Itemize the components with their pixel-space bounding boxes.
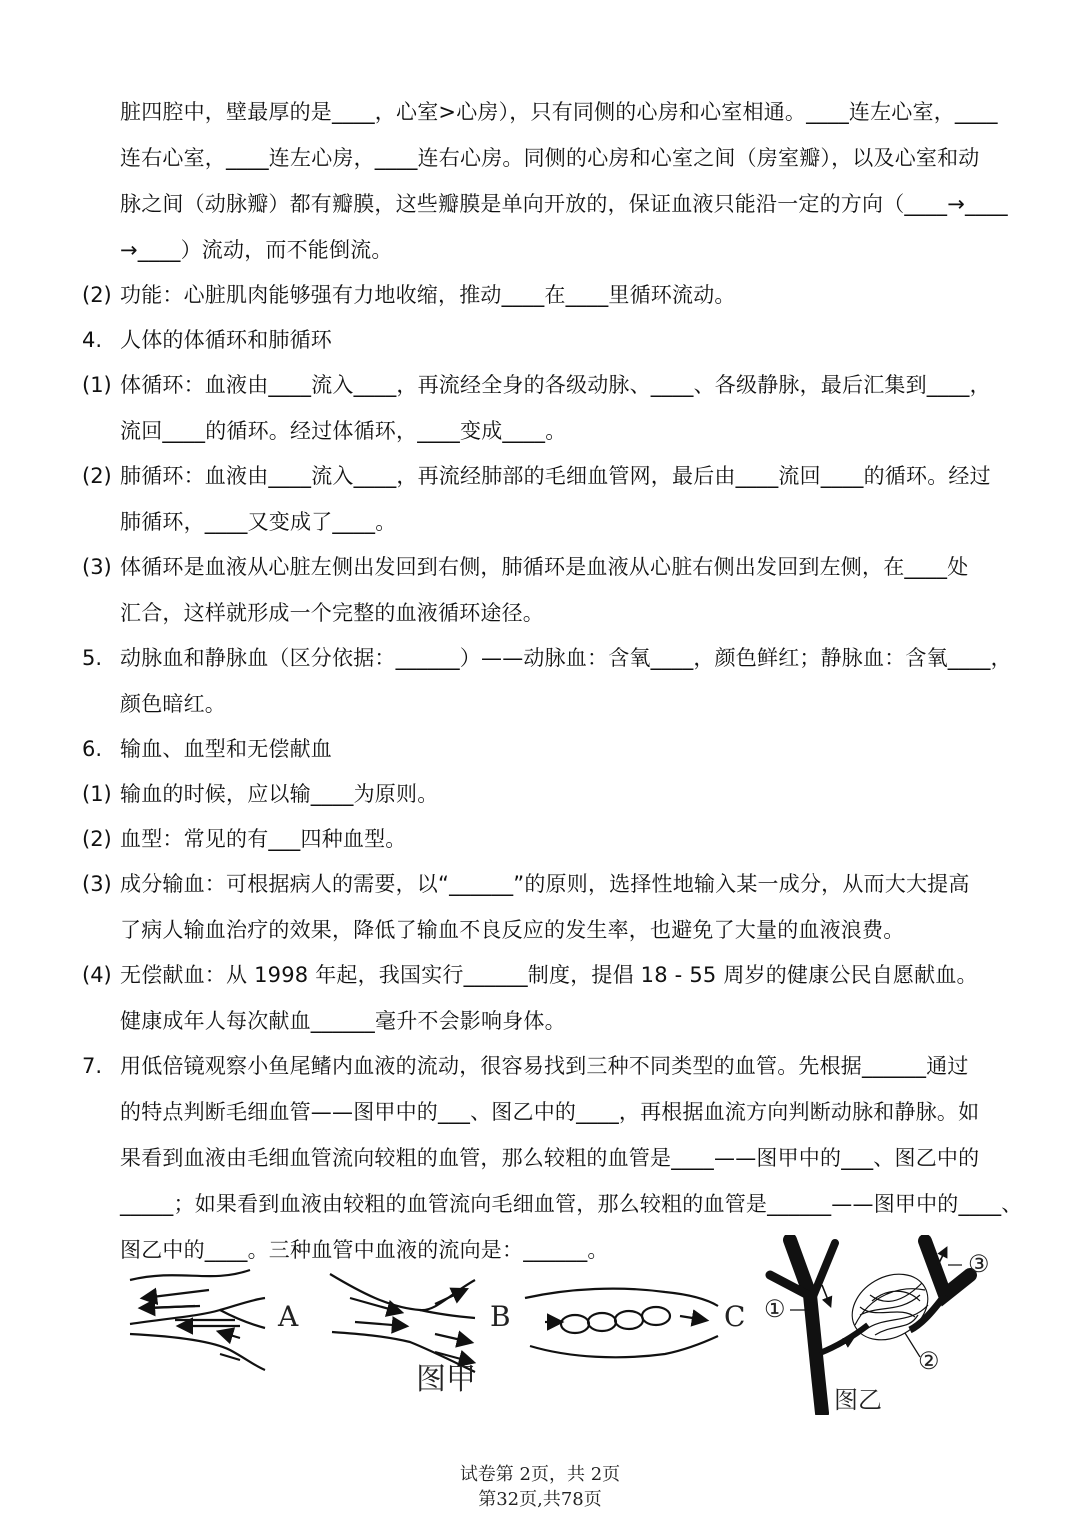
figure-label-b: B xyxy=(490,1300,511,1333)
text-line: 成分输血：可根据病人的需要，以“______”的原则，选择性地输入某一成分，从而大大提高 xyxy=(120,872,970,896)
item-number: (2) xyxy=(82,827,112,851)
text-line: →____）流动，而不能倒流。 xyxy=(120,238,393,262)
text-line: _____；如果看到血液由较粗的血管流向毛细血管，那么较粗的血管是______——图甲中的____、 xyxy=(120,1192,1023,1216)
figure-label-1: ① xyxy=(764,1295,786,1323)
figure-label-2: ② xyxy=(918,1347,940,1375)
vessel-c-diagram xyxy=(525,1289,718,1358)
text-line: 汇合，这样就形成一个完整的血液循环途径。 xyxy=(120,601,544,625)
figure-yi-caption: 图乙 xyxy=(834,1386,882,1414)
text-line: 肺循环，____又变成了____。 xyxy=(120,510,397,534)
text-line: 体循环是血液从心脏左侧出发回到右侧，肺循环是血液从心脏右侧出发回到左侧，在____处 xyxy=(120,555,969,579)
item-number: 5. xyxy=(82,646,103,670)
text-line: 功能：心脏肌肉能够强有力地收缩，推动____在____里循环流动。 xyxy=(120,283,736,307)
text-line: 用低倍镜观察小鱼尾鳍内血液的流动，很容易找到三种不同类型的血管。先根据______通过 xyxy=(120,1054,969,1078)
item-number: (4) xyxy=(82,963,112,987)
item-number: (3) xyxy=(82,872,112,896)
capillary-network xyxy=(840,1261,939,1353)
footer-page-info: 试卷第 2页，共 2页 xyxy=(459,1464,621,1485)
item-number: (2) xyxy=(82,283,112,307)
text-line: 体循环：血液由____流入____，再流经全身的各级动脉、____、各级静脉，最后汇集到____， xyxy=(120,373,991,397)
footer-total-pages: 第32页,共78页 xyxy=(478,1489,602,1510)
text-line: 流回____的循环。经过体循环，____变成____。 xyxy=(120,419,567,443)
item-number: (3) xyxy=(82,555,112,579)
text-line: 无偿献血：从 1998 年起，我国实行______制度，提倡 18 - 55 周岁的健康公民自愿献血。 xyxy=(120,963,978,987)
text-line: 果看到血液由毛细血管流向较粗的血管，那么较粗的血管是____——图甲中的___、图乙中的 xyxy=(120,1146,980,1170)
item-number: 7. xyxy=(82,1054,103,1078)
item-number: 6. xyxy=(82,737,103,761)
figure-label-c: C xyxy=(724,1300,746,1333)
text-line: 连右心室，____连左心房，____连右心房。同侧的心房和心室之间（房室瓣），以及心室和动 xyxy=(120,146,980,170)
vessel-a-diagram xyxy=(130,1270,265,1370)
text-line: 肺循环：血液由____流入____，再流经肺部的毛细血管网，最后由____流回____的循环。经过 xyxy=(120,464,991,488)
figure-label-a: A xyxy=(278,1300,299,1333)
text-line: 输血的时候，应以输____为原则。 xyxy=(120,782,439,806)
figure-jia xyxy=(120,1268,760,1408)
text-line: 脏四腔中，壁最厚的是____，心室>心房），只有同侧的心房和心室相通。____连左心室，____ xyxy=(120,100,998,124)
text-line: 血型：常见的有___四种血型。 xyxy=(120,827,407,851)
text-line: 了病人输血治疗的效果，降低了输血不良反应的发生率，也避免了大量的血液浪费。 xyxy=(120,918,905,942)
section-heading: 输血、血型和无偿献血 xyxy=(120,737,332,761)
section-heading: 人体的体循环和肺循环 xyxy=(120,328,332,352)
item-number: 4. xyxy=(82,328,103,352)
figure-yi xyxy=(760,1235,1000,1415)
text-line: 健康成年人每次献血______毫升不会影响身体。 xyxy=(120,1009,566,1033)
item-number: (1) xyxy=(82,782,112,806)
text-line: 动脉血和静脉血（区分依据：______）——动脉血：含氧____，颜色鲜红；静脉血：含氧____， xyxy=(120,646,1012,670)
text-line: 颜色暗红。 xyxy=(120,692,226,716)
figure-label-3: ③ xyxy=(968,1250,990,1278)
text-line: 脉之间（动脉瓣）都有瓣膜，这些瓣膜是单向开放的，保证血液只能沿一定的方向（____→____ xyxy=(120,192,1008,216)
item-number: (1) xyxy=(82,373,112,397)
text-line: 的特点判断毛细血管——图甲中的___、图乙中的____，再根据血流方向判断动脉和静脉。如 xyxy=(120,1100,980,1124)
text-line: 图乙中的____。三种血管中血液的流向是：______。 xyxy=(120,1238,609,1262)
figure-jia-caption: 图甲 xyxy=(416,1362,476,1397)
item-number: (2) xyxy=(82,464,112,488)
